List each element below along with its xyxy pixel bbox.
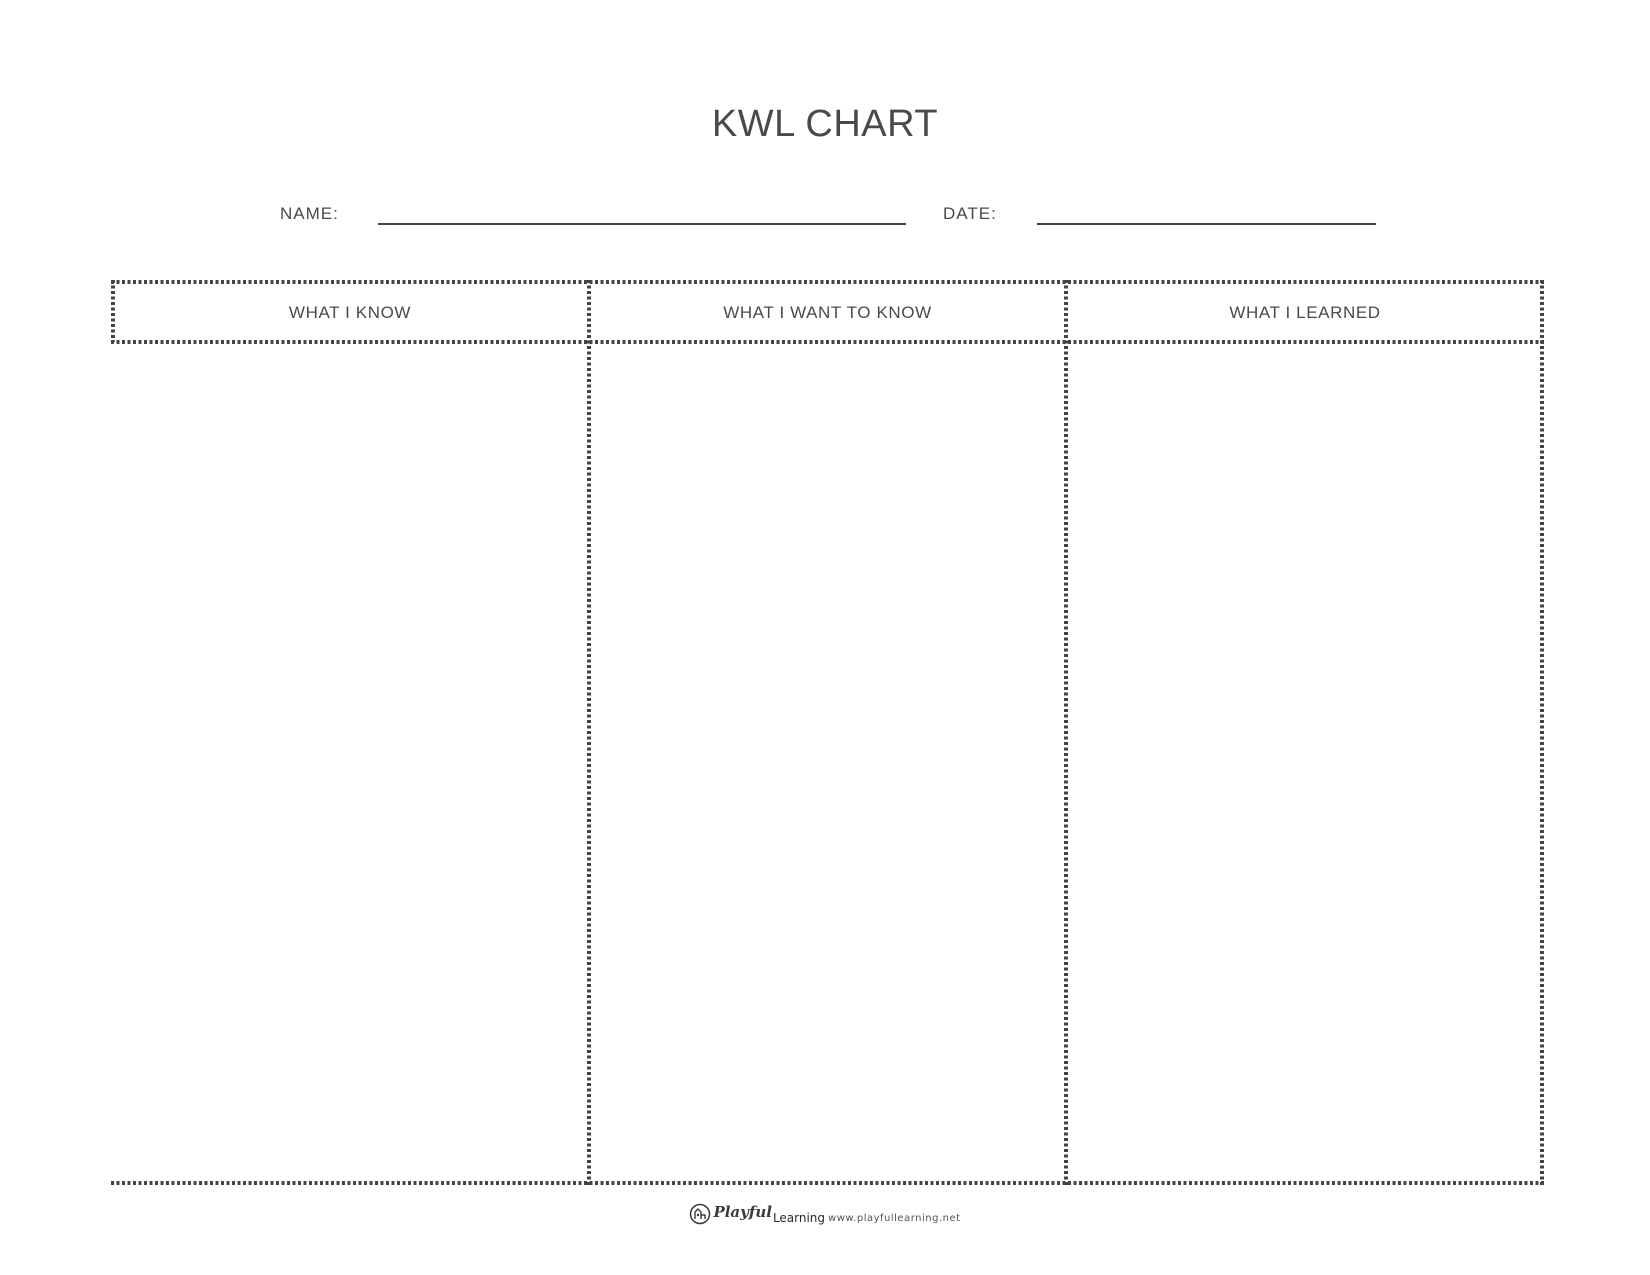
column-header-learned: WHAT I LEARNED: [1229, 303, 1381, 322]
footer: [0, 1197, 1650, 1225]
column-body-learned[interactable]: [1069, 342, 1540, 1185]
column-body-want-to-know[interactable]: [592, 342, 1064, 1185]
name-label: NAME:: [280, 204, 339, 223]
logo-mark-icon: [689, 1203, 711, 1225]
column-header-want-to-know: WHAT I WANT TO KNOW: [723, 303, 932, 322]
kwl-chart-table: [111, 280, 1544, 1185]
logo-playful-text: Playful: [713, 1203, 772, 1221]
column-body-know[interactable]: [115, 342, 587, 1185]
footer-url[interactable]: www.playfullearning.net: [828, 1213, 961, 1224]
date-field[interactable]: [1037, 223, 1376, 225]
logo-learning-text: Learning: [772, 1211, 826, 1225]
date-label: DATE:: [943, 204, 997, 223]
column-header-know: WHAT I KNOW: [288, 303, 412, 322]
playful-learning-logo: [689, 1199, 825, 1225]
name-field[interactable]: [378, 223, 906, 225]
page-title: KWL CHART: [711, 103, 939, 145]
